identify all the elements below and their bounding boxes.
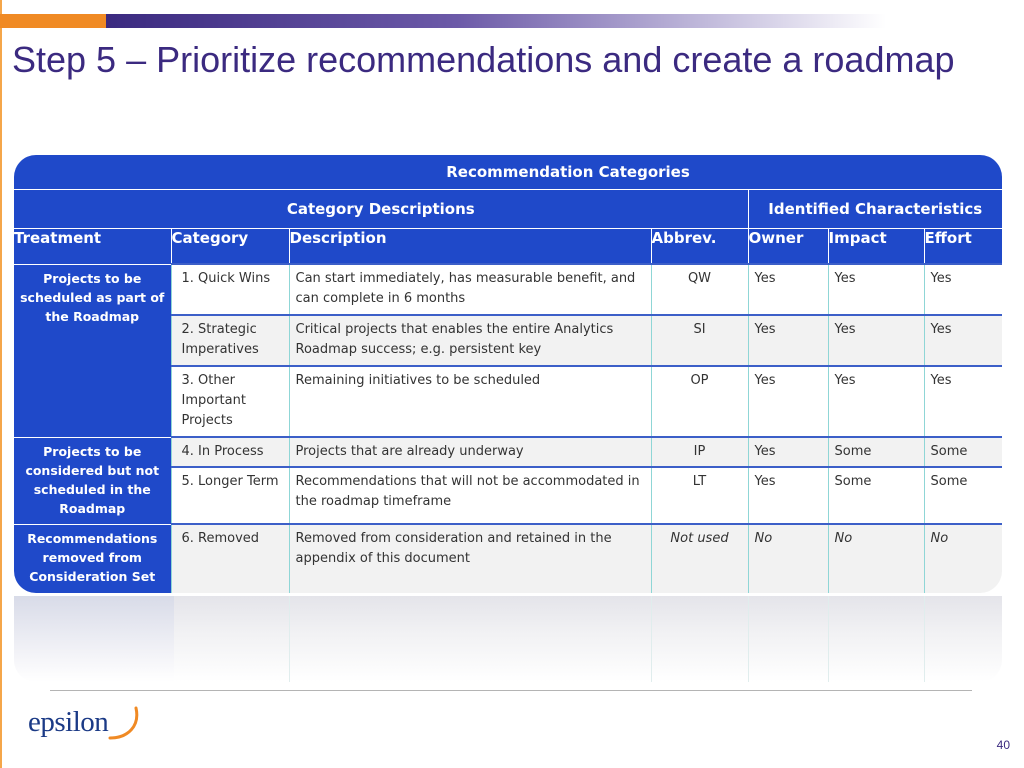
table-row [14, 437, 1002, 467]
impact-cell: Some [828, 437, 924, 467]
epsilon-logo: epsilon [28, 706, 109, 738]
column-header-description: Description [289, 229, 651, 265]
column-header-impact: Impact [828, 229, 924, 265]
group-header-identified-characteristics: Identified Characteristics [748, 190, 1002, 229]
category-cell: 4. In Process [171, 437, 289, 467]
impact-cell: Yes [828, 366, 924, 437]
group-header-category-descriptions: Category Descriptions [14, 190, 748, 229]
slide-title: Step 5 – Prioritize recommendations and create a roadmap [12, 39, 955, 80]
reflection-divider [651, 596, 652, 682]
page-number: 40 [996, 738, 1010, 752]
abbrev-cell: IP [651, 437, 748, 467]
recommendation-categories-table [14, 155, 1002, 593]
description-cell: Recommendations that will not be accommodated in the roadmap timeframe [289, 467, 651, 524]
category-cell: 3. Other Important Projects [171, 366, 289, 437]
footer-divider [50, 690, 972, 691]
owner-cell: Yes [748, 315, 828, 366]
column-header-effort: Effort [924, 229, 1002, 265]
impact-cell: Yes [828, 264, 924, 315]
abbrev-cell: Not used [651, 524, 748, 593]
category-cell: 6. Removed [171, 524, 289, 593]
reflection-band [14, 596, 174, 682]
description-cell: Can start immediately, has measurable benefit, and can complete in 6 months [289, 264, 651, 315]
description-cell: Projects that are already underway [289, 437, 651, 467]
table-title: Recommendation Categories [14, 155, 1002, 190]
owner-cell: Yes [748, 264, 828, 315]
top-accent-bar-orange [0, 14, 106, 28]
description-cell: Critical projects that enables the entire Analytics Roadmap success; e.g. persistent key [289, 315, 651, 366]
impact-cell: No [828, 524, 924, 593]
treatment-cell: Projects to be considered but not scheduled in the Roadmap [14, 437, 171, 524]
owner-cell: Yes [748, 437, 828, 467]
impact-cell: Some [828, 467, 924, 524]
recommendation-table-container [14, 155, 1002, 593]
effort-cell: Some [924, 437, 1002, 467]
effort-cell: Yes [924, 366, 1002, 437]
effort-cell: Some [924, 467, 1002, 524]
reflection-divider [289, 596, 290, 682]
impact-cell: Yes [828, 315, 924, 366]
abbrev-cell: QW [651, 264, 748, 315]
left-border [0, 0, 2, 768]
category-cell: 5. Longer Term [171, 467, 289, 524]
reflection-divider [748, 596, 749, 682]
effort-cell: Yes [924, 264, 1002, 315]
table-row [14, 264, 1002, 315]
reflection-divider [924, 596, 925, 682]
effort-cell: No [924, 524, 1002, 593]
treatment-cell: Projects to be scheduled as part of the Roadmap [14, 264, 171, 437]
owner-cell: No [748, 524, 828, 593]
column-header-owner: Owner [748, 229, 828, 265]
column-header-category: Category [171, 229, 289, 265]
top-accent-bar-purple [106, 14, 886, 28]
owner-cell: Yes [748, 467, 828, 524]
description-cell: Removed from consideration and retained in the appendix of this document [289, 524, 651, 593]
table-reflection [14, 596, 1002, 682]
treatment-cell: Recommendations removed from Consideration Set [14, 524, 171, 593]
category-cell: 1. Quick Wins [171, 264, 289, 315]
table-row [14, 524, 1002, 593]
column-header-abbrev: Abbrev. [651, 229, 748, 265]
logo-swoosh-icon [106, 702, 146, 744]
column-header-treatment: Treatment [14, 229, 171, 265]
abbrev-cell: LT [651, 467, 748, 524]
abbrev-cell: OP [651, 366, 748, 437]
owner-cell: Yes [748, 366, 828, 437]
abbrev-cell: SI [651, 315, 748, 366]
description-cell: Remaining initiatives to be scheduled [289, 366, 651, 437]
effort-cell: Yes [924, 315, 1002, 366]
reflection-divider [828, 596, 829, 682]
category-cell: 2. Strategic Imperatives [171, 315, 289, 366]
